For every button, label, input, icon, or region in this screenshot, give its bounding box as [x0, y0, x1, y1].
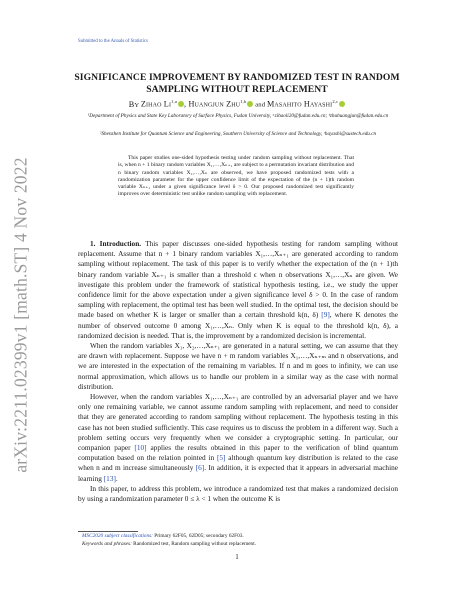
paper-title: [60, 72, 414, 95]
affiliation-2: ²Shenzhen Institute for Quantum Science and Engineering, Southern University of Science and Technology, ᶜhayashi@sustech.edu.cn: [99, 131, 377, 137]
title-line-2: SAMPLING WITHOUT REPLACEMENT: [146, 83, 328, 95]
msc-link[interactable]: MSC2020 subject classifications:: [82, 533, 153, 539]
page-number: 1: [235, 553, 239, 561]
author-3: Masahito Hayashi: [266, 99, 333, 109]
author-1: Zihao Li: [140, 99, 172, 109]
footnote-keywords: Keywords and phrases: Randomized test, Random sampling without replacement.: [82, 541, 256, 547]
citation-link[interactable]: [6]: [195, 463, 205, 473]
title-line-1: SIGNIFICANCE IMPROVEMENT BY RANDOMIZED TEST IN RANDOM: [74, 72, 400, 83]
arxiv-id: arXiv:2211.02399v1 [math.ST] 4 Nov 2022: [10, 157, 31, 473]
orcid-icon[interactable]: [339, 101, 345, 107]
citation-link[interactable]: [9]: [321, 310, 330, 320]
orcid-icon[interactable]: [178, 101, 184, 107]
footnote-rule: [78, 531, 138, 532]
author-2-sup: 1,b: [240, 99, 247, 104]
author-3-sup: 2,c: [332, 99, 339, 104]
paragraph-1: 1. Introduction. This paper discusses one-sided hypothesis testing for random sampling without replacement. Assume that n + 1 binary random variables X₁,…,Xₙ₊₁ are generated according to random sampling without replacement. The task of this paper is to verify whether the expectation of the (n + 1)th binary random variable Xₙ₊₁ is smaller than a threshold ϵ when n observations X₁,…,Xₙ are given. We investigate this problem under the framework of statistical hypothesis testing, i.e., we study the upper confidence limit for the above expectation under a given significance level δ > 0. In the case of random sampling with replacement, the optimal test has been well studied. In the optimal test, the decision should be made based on whether K is larger or smaller than a certain threshold k(n, δ) [9], where K denotes the number of observed outcome 0 among X₁,…,Xₙ. Only when K is equal to the threshold k(n, δ), a randomized decision is needed. That is, the improvement by a randomized decision is incremental.: [78, 239, 398, 340]
paragraph-3: However, when the random variables X₁,…,Xₙ₊₁ are controlled by an adversarial player and we have only one remaining variable, we cannot assume random sampling with replacement, and need to consider that they are generated according to random sampling without replacement. The hypothesis testing in this case has not been studied sufficiently. This case requires us to discuss the problem in a different way. Such a problem setting occurs very frequently when we consider a cryptographic setting. In particular, our companion paper [10] applies the results obtained in this paper to the verification of blind quantum computation based on the relation pointed in [5] although quantum key distribution is related to the case when n and m increase simultaneously [6]. In addition, it is expected that it appears in adversarial machine learning [13].: [78, 392, 398, 483]
abstract: This paper studies one-sided hypothesis testing under random sampling without replacement. That is, when n + 1 binary random variables X₁,…,Xₙ₊₁ are subject to a permutation invariant distribution and n binary random variables X₁,…,Xₙ are observed, we have proposed randomized tests with a randomization parameter for the upper confidence limit of the expectation of the (n + 1)th random variable Xₙ₊₁ under a given significance level δ > 0. Our proposed randomized test significantly improves over deterministic test unlike random sampling with replacement.: [118, 155, 354, 198]
author-2: Huangjun Zhu: [188, 99, 241, 109]
paragraph-2: When the random variables X₁, X₂,…,Xₙ₊₁ are generated in a natural setting, we can assume that they are drawn with replacement. Suppose we have n + m random variables X₁,…,Xₙ₊ₘ and n observations, and we are interested in the expectation of the remaining m variables. If n and m goes to infinity, we can use normal approximation, which allows us to handle our problem in a similar way as the case with normal distribution.: [78, 341, 398, 391]
section-heading: 1. Introduction.: [90, 239, 142, 248]
author-list: BY Zihao Li$^{1,a}$ , Huangjun Zhu$^{1,b}$ and Masahito Hayashi$^{2,c}$: [60, 99, 414, 109]
citation-link[interactable]: [13]: [103, 473, 116, 483]
section-introduction: [78, 239, 398, 504]
author-1-sup: 1,a: [171, 99, 178, 104]
by-word: BY: [128, 99, 141, 109]
footnote-msc: MSC2020 subject classifications: Primary 62F05, 62D05; secondary 62F03.: [82, 533, 244, 539]
arxiv-sidebar-stamp: [6, 110, 36, 520]
citation-link[interactable]: [5]: [216, 453, 226, 463]
citation-link[interactable]: [10]: [134, 443, 147, 453]
paragraph-4: In this paper, to address this problem, we introduce a randomized test that makes a randomized decision by using a randomization parameter 0 ≤ λ < 1 when the outcome K is: [78, 483, 398, 504]
submitted-header: Submitted to the Annals of Statistics: [78, 39, 148, 44]
keywords-label: Keywords and phrases:: [82, 541, 132, 547]
and-word: and: [253, 101, 267, 109]
affiliation-1: ¹Department of Physics and State Key Laboratory of Surface Physics, Fudan University, ᵃzihaoli20@fudan.edu.cn; ᵇzhuhuangjun@fudan.edu.cn: [87, 113, 389, 119]
